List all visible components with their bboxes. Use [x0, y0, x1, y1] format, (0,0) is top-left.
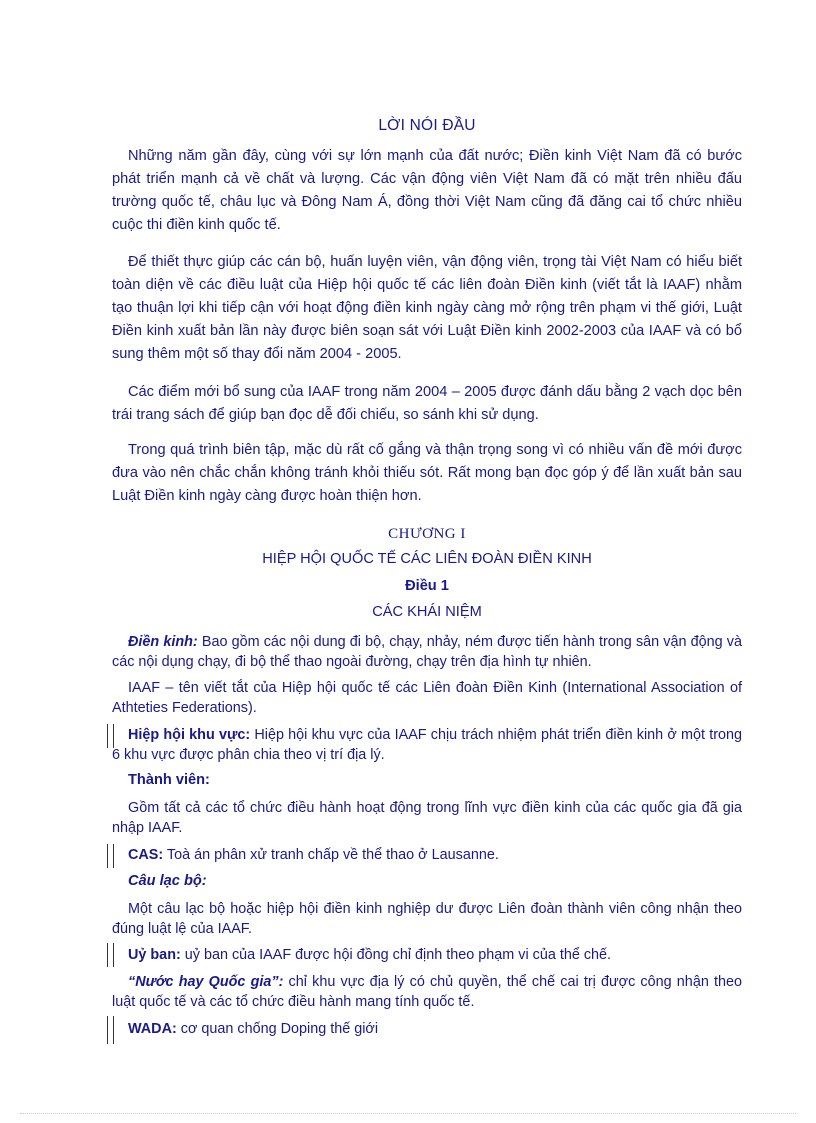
- definition-cau-lac-bo: Một câu lạc bộ hoặc hiệp hội điền kinh nghiệp dư được Liên đoàn thành viên công nhận theo đúng luật lệ của IAAF.: [112, 901, 742, 937]
- preface-paragraph-2: Để thiết thực giúp các cán bộ, huấn luyện viên, vận động viên, trọng tài Việt Nam có hiểu biết toàn diện về các điều luật của Hiệp hội quốc tế các liên đoàn Điền kinh (viết tắt là IAAF) nhằm tạo thuận lợi khi tiếp cận với hoạt động điền kinh ngày càng mở rộng trên phạm vi thế giới, Luật Điền kinh xuất bản lần này được biên soạn sát với Luật Điền kinh 2002-2003 của IAAF và có bổ sung thêm một số thay đổi năm 2004 - 2005.: [112, 254, 742, 362]
- article-number: Điều 1: [405, 578, 449, 594]
- preface-paragraph-1: Những năm gần đây, cùng với sự lớn mạnh của đất nước; Điền kinh Việt Nam đã có bước phát triển mạnh cả về chất và lượng. Các vận động viên Việt Nam đã có mặt trên nhiều đấu trường quốc tế, châu lục và Đông Nam Á, đồng thời Việt Nam cũng đã đăng cai tổ chức nhiều cuộc thi điền kinh quốc tế.: [112, 148, 742, 233]
- definition-text: Bao gồm các nội dung đi bộ, chạy, nhảy, ném được tiến hành trong sân vận động và các nội dụng chạy, đi bộ thể thao ngoài đường, chạy trên địa hình tự nhiên.: [112, 634, 742, 670]
- revision-marker: [107, 943, 114, 967]
- definition-term: WADA:: [128, 1021, 177, 1037]
- definition-term: Điền kinh:: [128, 634, 198, 650]
- definition-term-thanh-vien: Thành viên:: [128, 772, 210, 788]
- chapter-title: HIỆP HỘI QUỐC TẾ CÁC LIÊN ĐOÀN ĐIỀN KINH: [262, 551, 592, 567]
- definition-hiep-hoi: [112, 725, 742, 765]
- definition-dien-kinh: [112, 632, 742, 672]
- definition-wada: [112, 1019, 742, 1039]
- definition-text: chỉ khu vực địa lý có chủ quyền, thể chế cai trị được công nhận theo luật quốc tế và các tổ chức điều hành mang tính quốc tế.: [112, 974, 742, 1010]
- revision-marker: [107, 1016, 114, 1044]
- revision-marker: [107, 844, 114, 868]
- definition-uy-ban: [112, 945, 742, 965]
- definition-text: Hiệp hội khu vực của IAAF chịu trách nhiệm phát triển điền kinh ở một trong 6 khu vực được phân chia theo vị trí địa lý.: [112, 727, 743, 763]
- definition-text: cơ quan chống Doping thế giới: [176, 1021, 379, 1037]
- definition-cas: [112, 845, 742, 865]
- definition-term: “Nước hay Quốc gia”:: [128, 974, 284, 990]
- definition-text: IAAF – tên viết tắt của Hiệp hội quốc tế các Liên đoàn Điền Kinh (International Association of Athteties Federations).: [112, 680, 742, 716]
- definition-term: CAS:: [128, 847, 164, 863]
- definition-term: Uỷ ban:: [128, 947, 181, 963]
- definition-term-cau-lac-bo: Câu lạc bộ:: [128, 873, 207, 889]
- definition-iaaf: [112, 678, 742, 718]
- revision-marker: [107, 724, 114, 748]
- chapter-label: CHƯƠNG I: [388, 526, 466, 542]
- definition-thanh-vien: Gồm tất cả các tổ chức điều hành hoạt động trong lĩnh vực điền kinh của các quốc gia đã gia nhập IAAF.: [112, 800, 742, 836]
- preface-paragraph-4: Trong quá trình biên tập, mặc dù rất cố gắng và thận trọng song vì có nhiều vấn đề mới được đưa vào nên chắc chắn không tránh khỏi thiếu sót. Rất mong bạn đọc góp ý để lần xuất bản sau Luật Điền kinh ngày càng được hoàn thiện hơn.: [112, 442, 742, 504]
- definition-term: Hiệp hội khu vực:: [128, 727, 251, 743]
- article-title: CÁC KHÁI NIỆM: [372, 604, 482, 620]
- definition-text: uỷ ban của IAAF được hội đồng chỉ định theo phạm vi của thể chế.: [180, 947, 612, 963]
- definition-text: Toà án phân xử tranh chấp về thể thao ở Lausanne.: [163, 847, 499, 863]
- definition-nuoc: [112, 972, 742, 1012]
- preface-paragraph-3: Các điểm mới bổ sung của IAAF trong năm 2004 – 2005 được đánh dấu bằng 2 vạch dọc bên trái trang sách để giúp bạn đọc dễ đối chiếu, so sánh khi sử dụng.: [112, 384, 742, 423]
- page-footer-divider: [20, 1113, 796, 1114]
- preface-title: LỜI NÓI ĐẦU: [378, 117, 476, 134]
